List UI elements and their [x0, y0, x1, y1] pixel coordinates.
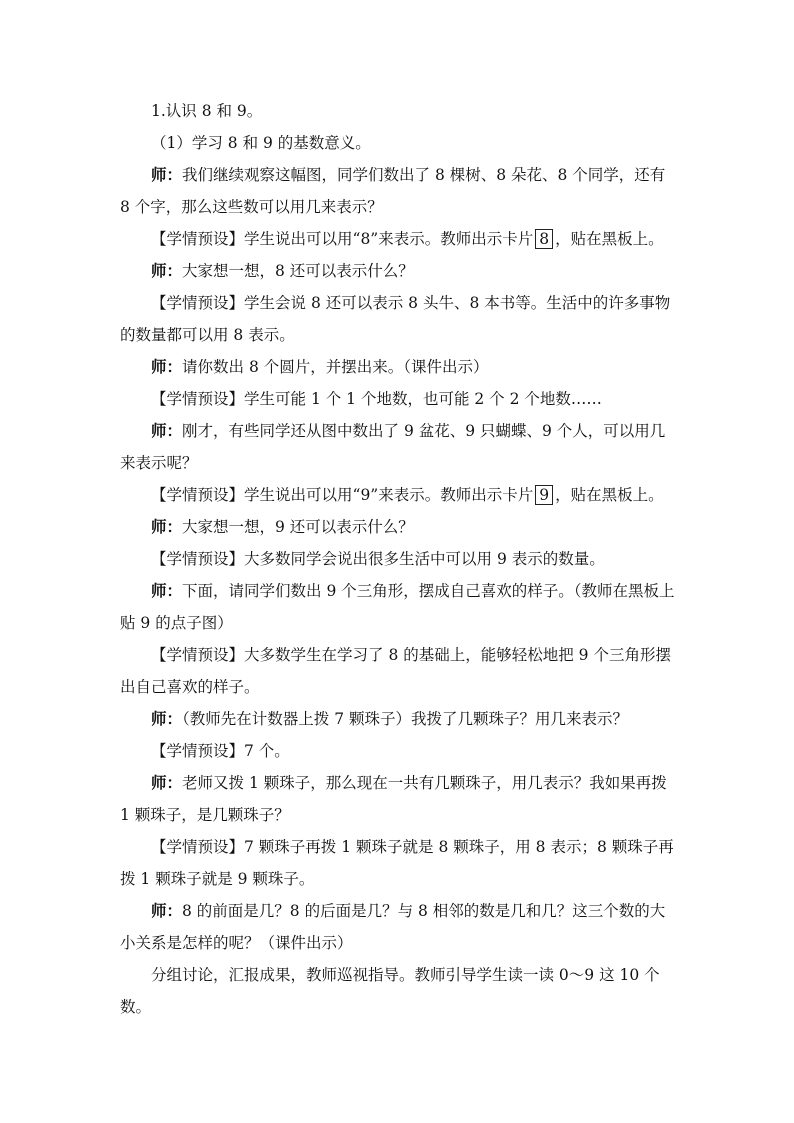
paragraph-text: 大家想一想，9 还可以表示什么？ [182, 518, 414, 536]
paragraph-preset-3 [120, 383, 680, 415]
preset-tag: 【学情预设】 [151, 486, 245, 504]
paragraph-teacher-5 [120, 511, 680, 543]
speaker-label: 师： [151, 901, 183, 920]
paragraph-text: 大多数学生在学习了 8 的基础上，能够轻松地把 9 个三角形摆出自己喜欢的样子。 [120, 646, 671, 696]
paragraph-text: 学生说出可以用“8”来表示。教师出示卡片 [244, 230, 534, 248]
paragraph-text: 下面，请同学们数出 9 个三角形，摆成自己喜欢的样子。（教师在黑板上贴 9 的点子图） [120, 582, 675, 632]
paragraph-preset-5 [120, 543, 680, 575]
subsection-heading: （1）学习 8 和 9 的基数意义。 [151, 134, 371, 152]
lesson-text [120, 95, 680, 1023]
preset-tag: 【学情预设】 [151, 742, 245, 760]
paragraph-text: 7 个。 [244, 742, 290, 760]
paragraph-text: 请你数出 8 个圆片，并摆出来。（课件出示） [182, 358, 489, 376]
preset-tag: 【学情预设】 [151, 230, 245, 248]
paragraph-text: 8 的前面是几？8 的后面是几？与 8 相邻的数是几和几？这三个数的大小关系是怎样的呢？（课件出示） [120, 902, 666, 952]
speaker-label: 师： [151, 421, 183, 440]
preset-tag: 【学情预设】 [151, 390, 245, 408]
paragraph-text: 大家想一想，8 还可以表示什么？ [182, 262, 414, 280]
paragraph-text: 大多数同学会说出很多生活中可以用 9 表示的数量。 [244, 550, 605, 568]
paragraph-teacher-2 [120, 255, 680, 287]
paragraph-text: ，贴在黑板上。 [555, 486, 664, 504]
paragraph-text: 学生可能 1 个 1 个地数，也可能 2 个 2 个地数…… [244, 390, 602, 408]
paragraph-text: 学生会说 8 还可以表示 8 头牛、8 本书等。生活中的许多事物的数量都可以用 8 表示。 [120, 294, 671, 344]
paragraph-preset-8 [120, 831, 680, 895]
paragraph-text: ，贴在黑板上。 [555, 230, 664, 248]
paragraph-teacher-7 [120, 703, 680, 735]
preset-tag: 【学情预设】 [151, 838, 245, 856]
speaker-label: 师： [151, 357, 183, 376]
paragraph-teacher-8 [120, 767, 680, 831]
preset-tag: 【学情预设】 [151, 294, 245, 312]
paragraph-preset-2 [120, 287, 680, 351]
paragraph-text: 分组讨论，汇报成果，教师巡视指导。教师引导学生读一读 0～9 这 10 个数。 [120, 966, 660, 1016]
speaker-label: 师： [151, 261, 183, 280]
preset-tag: 【学情预设】 [151, 550, 245, 568]
paragraph-teacher-1 [120, 159, 680, 223]
speaker-label: 师： [151, 581, 183, 600]
paragraph-text: 老师又拨 1 颗珠子，那么现在一共有几颗珠子，用几表示？我如果再拨 1 颗珠子，是几颗珠子？ [120, 774, 667, 824]
paragraph-text: 7 颗珠子再拨 1 颗珠子就是 8 颗珠子，用 8 表示；8 颗珠子再拨 1 颗珠子就是 9 颗珠子。 [120, 838, 674, 888]
section-heading: 1.认识 8 和 9。 [151, 102, 263, 120]
speaker-label: 师： [151, 517, 183, 536]
preset-tag: 【学情预设】 [151, 646, 245, 664]
paragraph-text: 学生说出可以用“9”来表示。教师出示卡片 [244, 486, 534, 504]
paragraph-teacher-9 [120, 895, 680, 959]
paragraph-activity [120, 959, 680, 1023]
speaker-label: 师： [151, 165, 183, 184]
paragraph-preset-4 [120, 479, 680, 511]
paragraph-text: 刚才，有些同学还从图中数出了 9 盆花、9 只蝴蝶、9 个人，可以用几来表示呢？ [120, 422, 666, 472]
speaker-label: 师： [151, 709, 183, 728]
paragraph-text: （教师先在计数器上拨 7 颗珠子）我拨了几颗珠子？用几来表示？ [182, 710, 628, 728]
paragraph-preset-7 [120, 735, 680, 767]
paragraph-teacher-3 [120, 351, 680, 383]
speaker-label: 师： [151, 773, 183, 792]
paragraph-preset-1 [120, 223, 680, 255]
number-card-8: 8 [535, 229, 553, 249]
number-card-9: 9 [535, 485, 553, 505]
paragraph-text: 我们继续观察这幅图，同学们数出了 8 棵树、8 朵花、8 个同学，还有 8 个字，那么这些数可以用几来表示？ [120, 166, 666, 216]
paragraph-teacher-4 [120, 415, 680, 479]
paragraph-preset-6 [120, 639, 680, 703]
paragraph-teacher-6 [120, 575, 680, 639]
